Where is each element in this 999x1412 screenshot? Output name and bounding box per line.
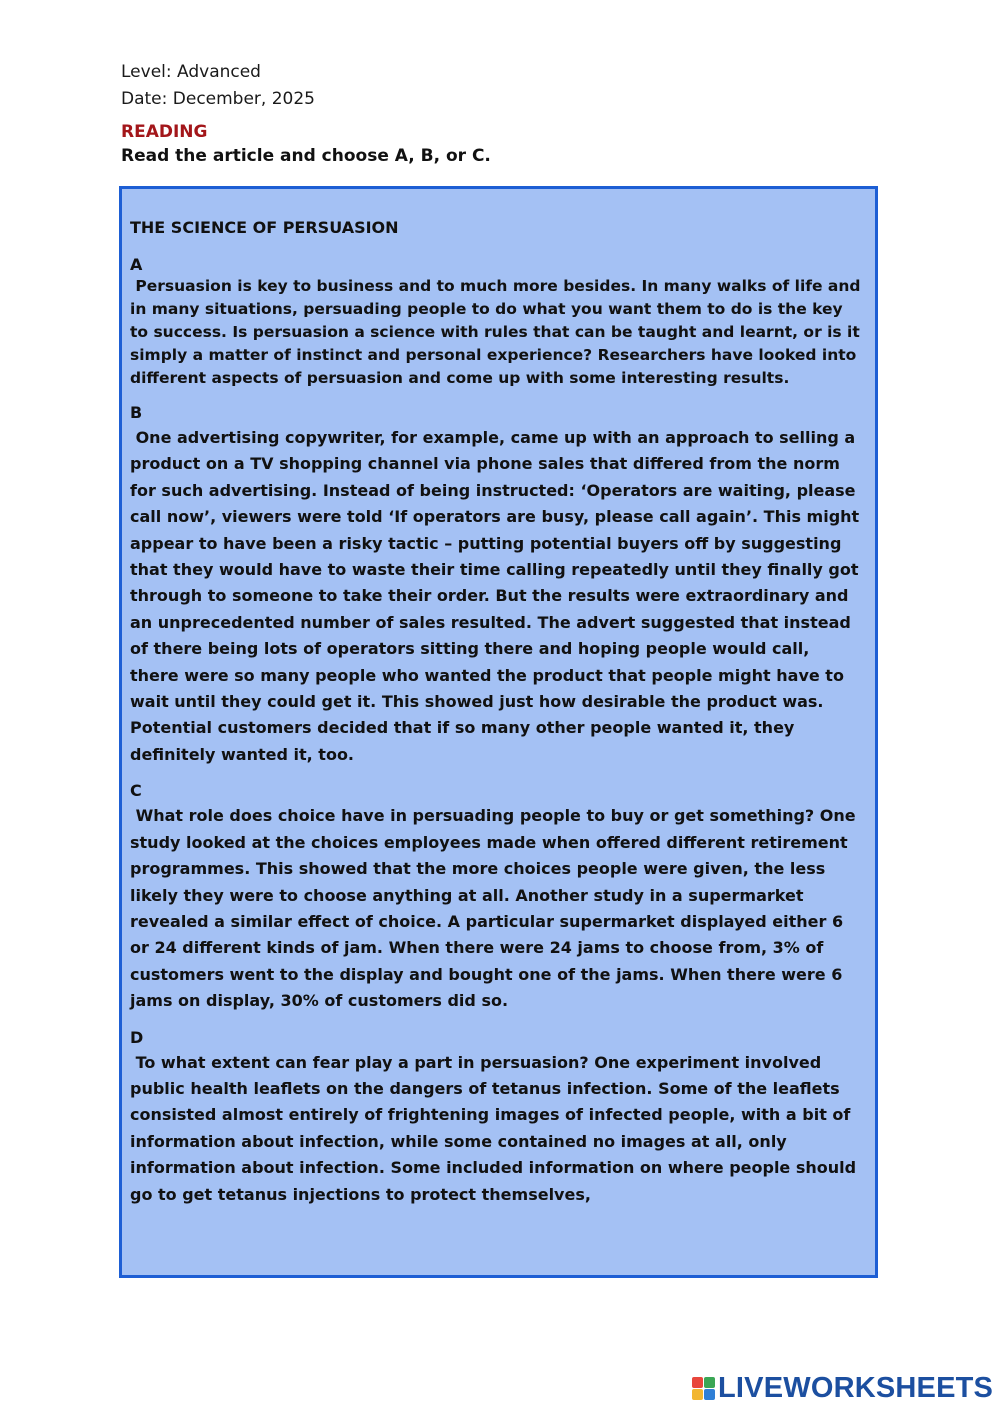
paragraph-letter: B	[130, 403, 143, 422]
paragraph-text: One advertising copywriter, for example, came up with an approach to selling a product on a TV shopping channel via phone sales that differed from the norm for such advertising. Instead of being instructed: ‘Operators are waiting, please call now’, viewers were told ‘If operators are busy, please call again’. This might appear to have been a risky tactic – putting potential buyers off by suggesting that they would have to waste their time calling repeatedly until they finally got through to someone to take their order. But the results were extraordinary and an unprecedented number of sales resulted. The advert suggested that instead of there being lots of operators sitting there and hoping people would call, there were so many people who wanted the product that people might have to wait until they could get it. This showed just how desirable the product was. Potential customers decided that if so many other people wanted it, they definitely wanted it, too.	[130, 428, 865, 764]
article-box	[119, 186, 878, 1278]
paragraph-text: To what extent can fear play a part in persuasion? One experiment involved public health leaflets on the dangers of tetanus infection. Some of the leaflets consisted almost entirely of frightening images of infected people, with a bit of information about infection, while some contained no images at all, only information about infection. Some included information on where people should go to get tetanus injections to protect themselves,	[130, 1052, 862, 1204]
level-label: Level: Advanced	[121, 62, 261, 82]
paragraph-letter: A	[130, 255, 143, 274]
article-title: THE SCIENCE OF PERSUASION	[130, 218, 399, 237]
logo-mark-icon	[692, 1377, 715, 1400]
paragraph-a	[130, 255, 866, 390]
paragraph-d	[130, 1026, 861, 1208]
logo-tile	[692, 1389, 703, 1400]
paragraph-text: Persuasion is key to business and to much more besides. In many walks of life and in many situations, persuading people to do what you want them to do is the key to success. Is persuasion a science with rules that can be taught and learnt, or is it simply a matter of instinct and personal experience? Researchers have looked into different aspects of persuasion and come up with some interesting results.	[130, 277, 866, 387]
brand-name: LIVEWORKSHEETS	[718, 1372, 994, 1404]
logo-tile	[704, 1377, 715, 1388]
logo-tile	[692, 1377, 703, 1388]
paragraph-letter: D	[130, 1027, 144, 1047]
liveworksheets-logo[interactable]	[692, 1372, 993, 1404]
paragraph-c	[130, 779, 861, 1014]
paragraph-letter: C	[130, 781, 142, 801]
paragraph-b	[130, 401, 865, 768]
article-content	[130, 217, 866, 1208]
instruction-text: Read the article and choose A, B, or C.	[121, 146, 491, 166]
section-heading: READING	[121, 122, 208, 142]
date-label: Date: December, 2025	[121, 89, 315, 109]
logo-tile	[704, 1389, 715, 1400]
paragraph-text: What role does choice have in persuading people to buy or get something? One study looked at the choices employees made when offered different retirement programmes. This showed that the more choices people were given, the less likely they were to choose anything at all. Another study in a supermarket revealed a similar effect of choice. A particular supermarket displayed either 6 or 24 different kinds of jam. When there were 24 jams to choose from, 3% of customers went to the display and bought one of the jams. When there were 6 jams on display, 30% of customers did so.	[130, 806, 862, 1011]
